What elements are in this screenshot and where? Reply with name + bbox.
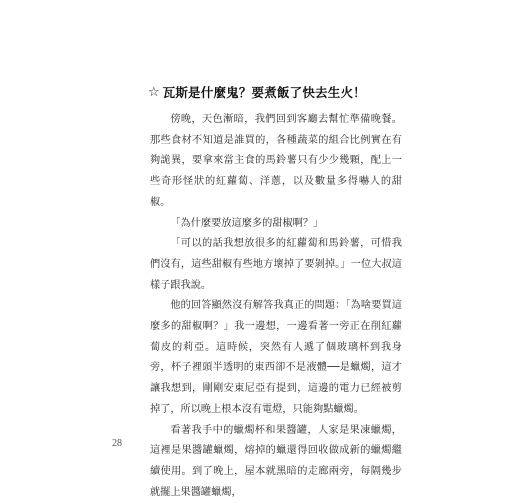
paragraph: 傍晚，天色漸暗，我們回到客廳去幫忙準備晚餐。那些食材不知道是誰買的，各種蔬菜的組合比例實在有夠詭異，要拿來當主食的馬鈴薯只有少少幾顆，配上一些奇形怪狀的紅蘿蔔、洋蔥，以及數量多得嚇人的甜椒。 <box>150 114 402 208</box>
paragraph: 看著我手中的蠟燭杯和果醬罐，人家是果凍蠟燭，這裡是果醬罐蠟燭，熔掉的蠟還得回收做成新的蠟燭繼續使用。到了晚上，屋本就黑暗的走廊兩旁，每隔幾步就擺上果醬罐蠟燭， <box>150 424 402 498</box>
paragraph: 他的回答顯然沒有解答我真正的問題：「為啥要買這麼多的甜椒啊？」我一邊想，一邊看著一旁正在削紅蘿蔔皮的莉亞。這時候，突然有人遞了個玻璃杯到我身旁，杯子裡頭半透明的東西卻不是液體──是蠟燭，這才讓我想到，剛剛安東尼亞有提到，這邊的電力已經被剪掉了，所以晚上根本沒有電燈，只能夠點蠟燭。 <box>150 300 402 415</box>
paragraph: 「可以的話我想放很多的紅蘿蔔和馬鈴薯，可惜我們沒有，這些甜椒有些地方壞掉了要剝掉。」一位大叔這樣子跟我說。 <box>150 238 402 291</box>
section-heading <box>148 83 366 101</box>
page-number: 28 <box>112 438 122 449</box>
star-icon: ☆ <box>148 84 160 100</box>
section-title: 瓦斯是什麼鬼？要煮飯了快去生火！ <box>162 85 366 100</box>
body-text <box>150 110 402 503</box>
paragraph: 「為什麼要放這麼多的甜椒啊？」 <box>170 217 324 229</box>
